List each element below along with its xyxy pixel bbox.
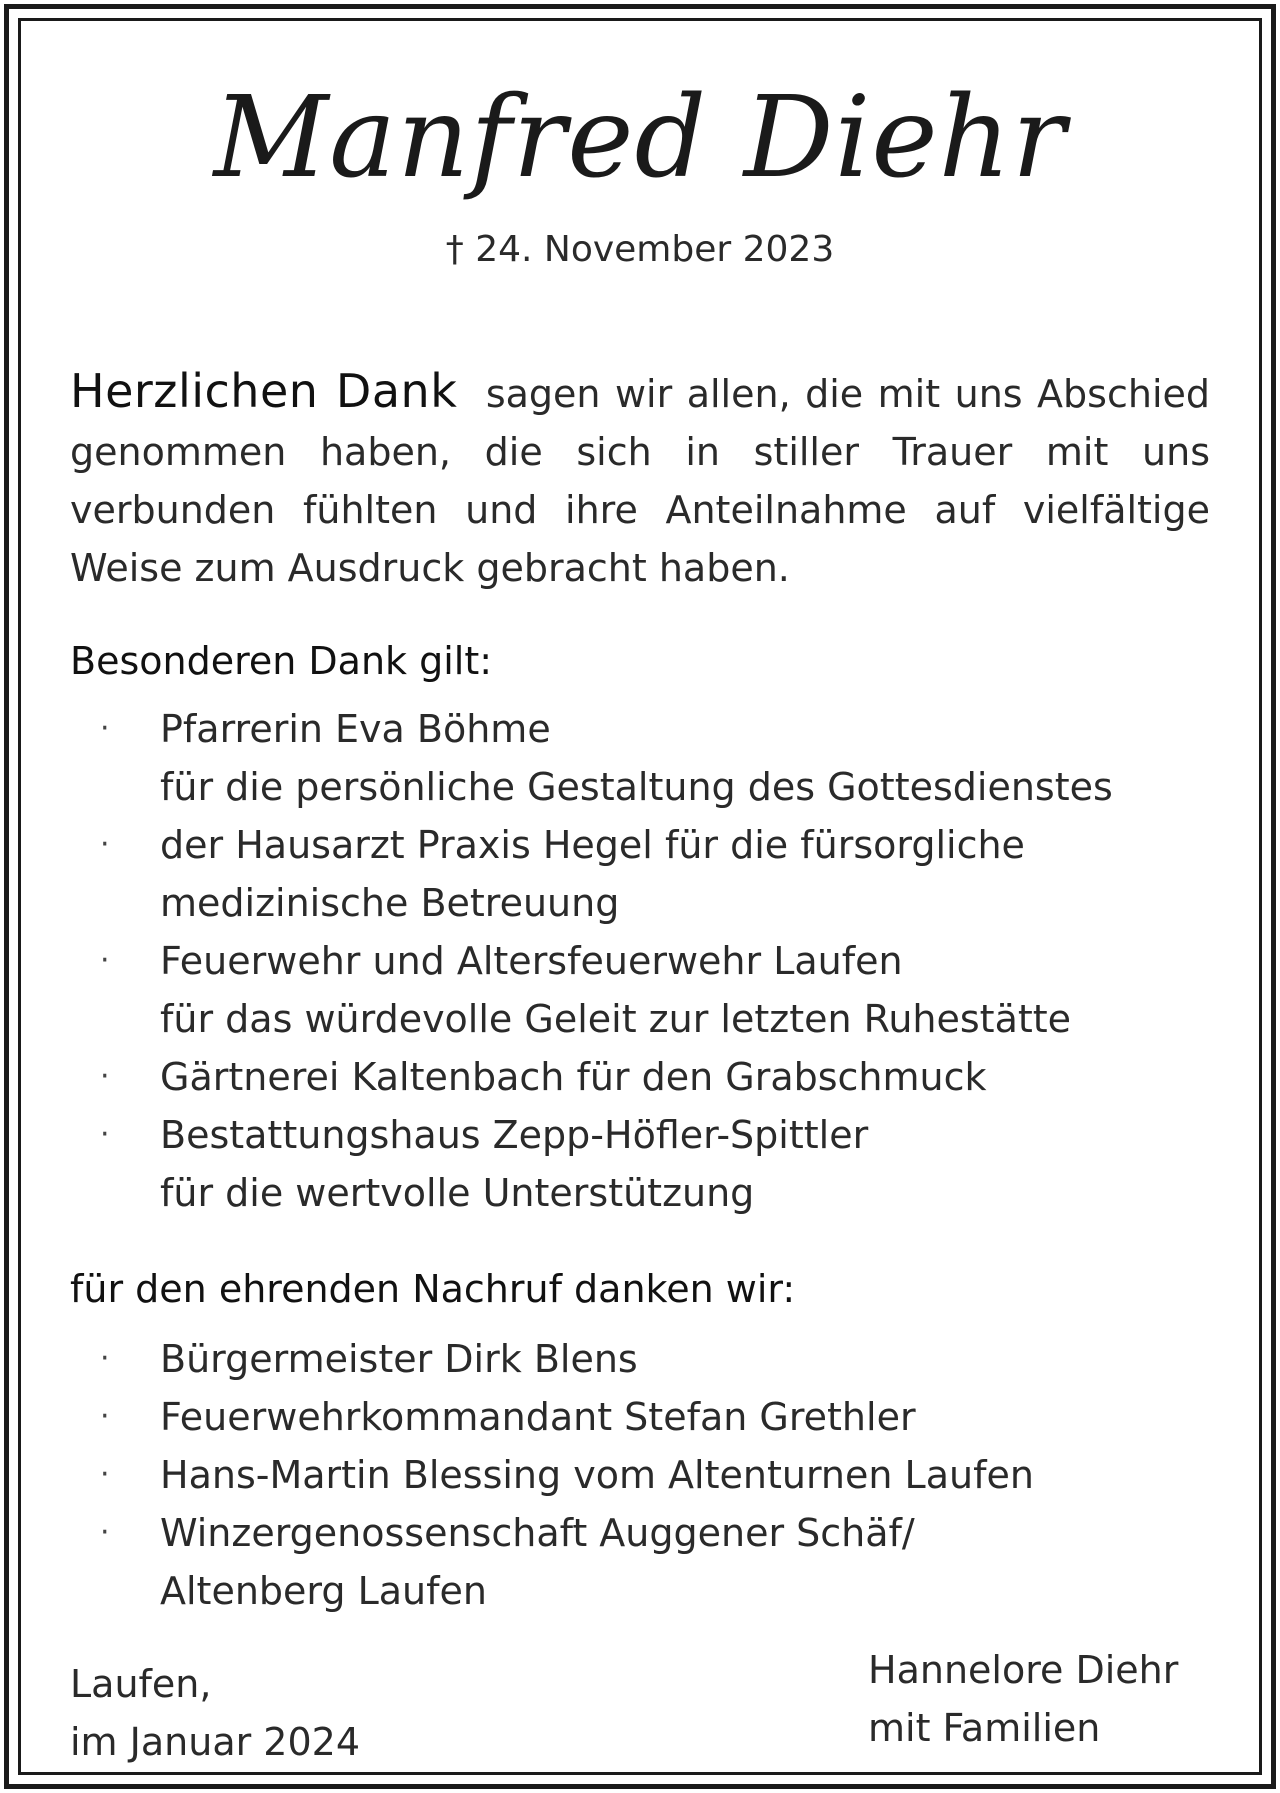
bullet-icon: · — [100, 1399, 110, 1434]
list-item — [70, 1388, 1210, 1446]
bullet-icon: · — [100, 827, 110, 862]
date-line: im Januar 2024 — [70, 1720, 361, 1764]
list-item-line: der Hausarzt Praxis Hegel für die fürsorgliche — [160, 823, 1025, 867]
list-item — [70, 1504, 1210, 1620]
death-date: † 24. November 2023 — [445, 229, 835, 270]
signature-name: Hannelore Diehr — [868, 1648, 1179, 1692]
list-item — [70, 1446, 1210, 1504]
list-item-line: Bestattungshaus Zepp-Höfler-Spittler — [160, 1113, 869, 1157]
signature — [868, 1641, 1178, 1757]
thanks-paragraph — [70, 362, 1210, 597]
signature-family: mit Familien — [868, 1706, 1101, 1750]
list-item-line: Gärtnerei Kaltenbach für den Grabschmuck — [160, 1055, 987, 1099]
list-item — [70, 1330, 1210, 1388]
list-item — [70, 932, 1210, 1048]
list-item — [70, 1048, 1210, 1106]
list-item-line: Altenberg Laufen — [160, 1569, 487, 1613]
list-item-line: medizinische Betreuung — [160, 881, 620, 925]
special-thanks-heading: Besonderen Dank gilt: — [70, 639, 493, 683]
place-date — [70, 1655, 360, 1771]
list-item-line: Feuerwehrkommandant Stefan Grethler — [160, 1395, 916, 1439]
obituary-thanks-heading: für den ehrenden Nachruf danken wir: — [70, 1267, 796, 1311]
thanks-text: sagen wir allen, die mit uns Abschied genommen haben, die sich in stiller Trauer mit uns verbunden fühlten und ihre Anteilnahme auf vielfältige Weise zum Ausdruck gebracht haben. — [70, 372, 1210, 590]
place-line: Laufen, — [70, 1662, 212, 1706]
bullet-icon: · — [100, 1515, 110, 1550]
list-item-line: Hans-Martin Blessing vom Altenturnen Laufen — [160, 1453, 1034, 1497]
list-item — [70, 700, 1210, 816]
bullet-icon: · — [100, 1341, 110, 1376]
bullet-icon: · — [100, 1059, 110, 1094]
special-thanks-list — [70, 700, 1210, 1222]
list-item-line: Bürgermeister Dirk Blens — [160, 1337, 638, 1381]
list-item — [70, 816, 1210, 932]
thanks-lead: Herzlichen Dank — [70, 364, 458, 418]
bullet-icon: · — [100, 1457, 110, 1492]
bullet-icon: · — [100, 943, 110, 978]
list-item-line: für die persönliche Gestaltung des Gottesdienstes — [160, 765, 1113, 809]
list-item-line: für das würdevolle Geleit zur letzten Ruhestätte — [160, 997, 1072, 1041]
bullet-icon: · — [100, 711, 110, 746]
list-item-line: Pfarrerin Eva Böhme — [160, 707, 551, 751]
list-item — [70, 1106, 1210, 1222]
deceased-name: Manfred Diehr — [213, 73, 1067, 203]
bullet-icon: · — [100, 1117, 110, 1152]
obituary-thanks-list — [70, 1330, 1210, 1620]
list-item-line: Winzergenossenschaft Auggener Schäf/ — [160, 1511, 915, 1555]
list-item-line: Feuerwehr und Altersfeuerwehr Laufen — [160, 939, 903, 983]
list-item-line: für die wertvolle Unterstützung — [160, 1171, 755, 1215]
